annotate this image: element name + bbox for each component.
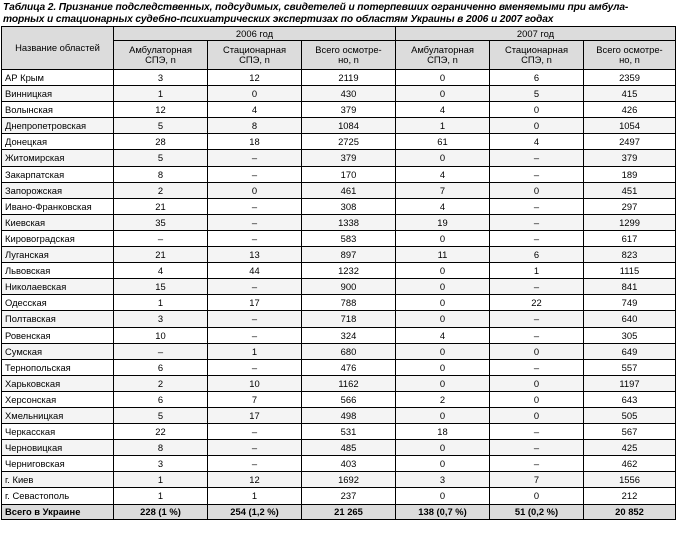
value-cell: – [490, 214, 584, 230]
table-row [2, 247, 676, 263]
value-cell: 189 [584, 166, 676, 182]
value-cell: 4 [208, 102, 302, 118]
value-cell: 0 [396, 70, 490, 86]
value-cell: – [114, 230, 208, 246]
value-cell: – [208, 327, 302, 343]
value-cell: 0 [396, 440, 490, 456]
region-name-cell: Львовская [2, 263, 114, 279]
caption-line-1: Таблица 2. Признание подследственных, подсудимых, свидетелей и потерпевших ограниченно вменяемыми при амбула- [3, 2, 629, 13]
value-cell: 2497 [584, 134, 676, 150]
value-cell: 1 [114, 488, 208, 504]
sub-header-5 [584, 41, 676, 70]
region-name-cell: Запорожская [2, 182, 114, 198]
value-cell: – [208, 166, 302, 182]
value-cell: – [490, 150, 584, 166]
value-cell: – [208, 456, 302, 472]
value-cell: 5 [114, 118, 208, 134]
region-name-cell: Ровенская [2, 327, 114, 343]
value-cell: 2 [396, 391, 490, 407]
value-cell: 2 [114, 375, 208, 391]
region-name-cell: Херсонская [2, 391, 114, 407]
value-cell: 649 [584, 343, 676, 359]
region-column-header: Название областей [2, 27, 114, 70]
value-cell: 0 [396, 343, 490, 359]
sub-header-line: СПЭ, n [239, 54, 270, 65]
table-row [2, 359, 676, 375]
region-name-cell: Хмельницкая [2, 407, 114, 423]
year-2006-header: 2006 год [114, 27, 396, 41]
value-cell: 2119 [302, 70, 396, 86]
region-name-cell: Волынская [2, 102, 114, 118]
value-cell: 680 [302, 343, 396, 359]
value-cell: 498 [302, 407, 396, 423]
value-cell: 643 [584, 391, 676, 407]
region-name-cell: Одесская [2, 295, 114, 311]
value-cell: – [490, 327, 584, 343]
value-cell: – [490, 311, 584, 327]
sub-header-0 [114, 41, 208, 70]
value-cell: 1232 [302, 263, 396, 279]
value-cell: 1 [114, 295, 208, 311]
total-value-cell: 254 (1,2 %) [208, 504, 302, 519]
value-cell: 12 [208, 70, 302, 86]
value-cell: 379 [302, 102, 396, 118]
value-cell: 2359 [584, 70, 676, 86]
value-cell: 1054 [584, 118, 676, 134]
value-cell: 11 [396, 247, 490, 263]
value-cell: 505 [584, 407, 676, 423]
sub-header-line: СПЭ, n [427, 54, 458, 65]
value-cell: 19 [396, 214, 490, 230]
sub-header-1 [208, 41, 302, 70]
region-name-cell: Днепропетровская [2, 118, 114, 134]
value-cell: 485 [302, 440, 396, 456]
value-cell: 0 [208, 86, 302, 102]
value-cell: 237 [302, 488, 396, 504]
region-name-cell: Кировоградская [2, 230, 114, 246]
total-value-cell: 138 (0,7 %) [396, 504, 490, 519]
value-cell: 61 [396, 134, 490, 150]
value-cell: 3 [396, 472, 490, 488]
region-name-cell: Николаевская [2, 279, 114, 295]
value-cell: 403 [302, 456, 396, 472]
value-cell: 0 [396, 359, 490, 375]
value-cell: – [490, 279, 584, 295]
value-cell: 7 [490, 472, 584, 488]
value-cell: 13 [208, 247, 302, 263]
value-cell: 18 [208, 134, 302, 150]
value-cell: 1 [208, 488, 302, 504]
value-cell: 0 [208, 182, 302, 198]
table-row [2, 182, 676, 198]
value-cell: – [208, 230, 302, 246]
value-cell: 900 [302, 279, 396, 295]
value-cell: 6 [114, 359, 208, 375]
value-cell: 0 [490, 407, 584, 423]
value-cell: 44 [208, 263, 302, 279]
value-cell: 17 [208, 407, 302, 423]
value-cell: 0 [396, 311, 490, 327]
value-cell: 425 [584, 440, 676, 456]
value-cell: 4 [396, 198, 490, 214]
value-cell: 1 [490, 263, 584, 279]
region-name-cell: Донецкая [2, 134, 114, 150]
value-cell: 0 [396, 456, 490, 472]
region-name-cell: Полтавская [2, 311, 114, 327]
sub-header-2 [302, 41, 396, 70]
table-row [2, 279, 676, 295]
value-cell: 0 [490, 488, 584, 504]
region-name-cell: Ивано-Франковская [2, 198, 114, 214]
value-cell: 841 [584, 279, 676, 295]
region-name-cell: г. Киев [2, 472, 114, 488]
regions-table [1, 26, 676, 520]
value-cell: 0 [396, 279, 490, 295]
value-cell: 823 [584, 247, 676, 263]
value-cell: 17 [208, 295, 302, 311]
value-cell: 7 [208, 391, 302, 407]
value-cell: – [208, 311, 302, 327]
value-cell: 305 [584, 327, 676, 343]
value-cell: – [490, 456, 584, 472]
value-cell: 617 [584, 230, 676, 246]
value-cell: 379 [584, 150, 676, 166]
value-cell: 415 [584, 86, 676, 102]
table-row [2, 118, 676, 134]
total-value-cell: 21 265 [302, 504, 396, 519]
table-row [2, 343, 676, 359]
table-row [2, 198, 676, 214]
table-row [2, 214, 676, 230]
value-cell: 2 [114, 182, 208, 198]
region-name-cell: Закарпатская [2, 166, 114, 182]
value-cell: 0 [396, 263, 490, 279]
region-name-cell: Черкасская [2, 424, 114, 440]
value-cell: 788 [302, 295, 396, 311]
value-cell: 324 [302, 327, 396, 343]
value-cell: – [114, 343, 208, 359]
value-cell: 6 [114, 391, 208, 407]
table-header [2, 27, 676, 70]
value-cell: – [208, 198, 302, 214]
value-cell: 0 [396, 407, 490, 423]
caption-line-2: торных и стационарных судебно-психиатрических экспертизах по областям Украины в 2006 и 2007 годах [3, 14, 554, 25]
value-cell: 3 [114, 311, 208, 327]
sub-header-line: Амбулаторная [129, 43, 192, 55]
table-row [2, 472, 676, 488]
value-cell: 1 [114, 86, 208, 102]
value-cell: 5 [114, 407, 208, 423]
sub-header-4 [490, 41, 584, 70]
total-value-cell: 51 (0,2 %) [490, 504, 584, 519]
region-name-cell: Луганская [2, 247, 114, 263]
value-cell: 35 [114, 214, 208, 230]
value-cell: 531 [302, 424, 396, 440]
value-cell: 5 [490, 86, 584, 102]
value-cell: 0 [396, 375, 490, 391]
value-cell: 1 [114, 472, 208, 488]
value-cell: – [490, 440, 584, 456]
value-cell: 0 [490, 391, 584, 407]
table-row [2, 295, 676, 311]
region-name-cell: Киевская [2, 214, 114, 230]
value-cell: 1299 [584, 214, 676, 230]
table-row [2, 440, 676, 456]
value-cell: – [208, 214, 302, 230]
value-cell: 1 [396, 118, 490, 134]
value-cell: – [490, 166, 584, 182]
table-caption [0, 0, 676, 26]
value-cell: 21 [114, 247, 208, 263]
sub-header-line: Всего осмотре- [596, 43, 663, 55]
value-cell: 557 [584, 359, 676, 375]
table-row [2, 424, 676, 440]
region-name-cell: АР Крым [2, 70, 114, 86]
value-cell: 426 [584, 102, 676, 118]
value-cell: 10 [114, 327, 208, 343]
value-cell: 897 [302, 247, 396, 263]
value-cell: 3 [114, 70, 208, 86]
table-row [2, 375, 676, 391]
table-row [2, 166, 676, 182]
sub-header-line: Всего осмотре- [315, 43, 382, 55]
table-row [2, 311, 676, 327]
region-name-cell: Сумская [2, 343, 114, 359]
value-cell: 8 [114, 166, 208, 182]
table-row [2, 150, 676, 166]
value-cell: 18 [396, 424, 490, 440]
table-body [2, 70, 676, 520]
value-cell: 4 [114, 263, 208, 279]
region-name-cell: Харьковская [2, 375, 114, 391]
value-cell: 567 [584, 424, 676, 440]
value-cell: 0 [490, 118, 584, 134]
value-cell: 430 [302, 86, 396, 102]
value-cell: – [208, 424, 302, 440]
value-cell: 718 [302, 311, 396, 327]
value-cell: 22 [114, 424, 208, 440]
value-cell: 1162 [302, 375, 396, 391]
value-cell: 4 [396, 327, 490, 343]
table-row [2, 488, 676, 504]
total-value-cell: 228 (1 %) [114, 504, 208, 519]
sub-header-line: Стационарная [222, 43, 287, 55]
value-cell: 4 [490, 134, 584, 150]
total-value-cell: 20 852 [584, 504, 676, 519]
value-cell: 1 [208, 343, 302, 359]
value-cell: 2725 [302, 134, 396, 150]
value-cell: 451 [584, 182, 676, 198]
region-name-cell: Черновицкая [2, 440, 114, 456]
sub-header-line: СПЭ, n [145, 54, 176, 65]
value-cell: 12 [208, 472, 302, 488]
value-cell: 15 [114, 279, 208, 295]
value-cell: 0 [396, 295, 490, 311]
table-row [2, 70, 676, 86]
value-cell: 8 [208, 118, 302, 134]
value-cell: – [208, 150, 302, 166]
value-cell: – [490, 198, 584, 214]
value-cell: – [208, 279, 302, 295]
value-cell: – [208, 440, 302, 456]
value-cell: 28 [114, 134, 208, 150]
value-cell: 170 [302, 166, 396, 182]
value-cell: 12 [114, 102, 208, 118]
value-cell: 461 [302, 182, 396, 198]
table-row [2, 456, 676, 472]
table-row [2, 102, 676, 118]
table-row [2, 134, 676, 150]
value-cell: 212 [584, 488, 676, 504]
value-cell: 4 [396, 102, 490, 118]
region-name-cell: Тернопольская [2, 359, 114, 375]
value-cell: – [208, 359, 302, 375]
region-name-cell: г. Севастополь [2, 488, 114, 504]
value-cell: 5 [114, 150, 208, 166]
value-cell: – [490, 359, 584, 375]
value-cell: 3 [114, 456, 208, 472]
value-cell: 1556 [584, 472, 676, 488]
value-cell: 1115 [584, 263, 676, 279]
value-cell: 640 [584, 311, 676, 327]
sub-header-3 [396, 41, 490, 70]
value-cell: 749 [584, 295, 676, 311]
value-cell: 4 [396, 166, 490, 182]
sub-header-line: но, n [338, 54, 359, 65]
region-name-cell: Житомирская [2, 150, 114, 166]
value-cell: 0 [490, 375, 584, 391]
sub-header-line: Амбулаторная [411, 43, 474, 55]
sub-header-line: Стационарная [504, 43, 569, 55]
total-label-cell: Всего в Украине [2, 504, 114, 519]
value-cell: 566 [302, 391, 396, 407]
value-cell: 8 [114, 440, 208, 456]
sub-header-line: но, n [619, 54, 640, 65]
total-row [2, 504, 676, 519]
value-cell: 0 [490, 182, 584, 198]
year-2007-header: 2007 год [396, 27, 676, 41]
table-row [2, 263, 676, 279]
value-cell: 0 [490, 343, 584, 359]
value-cell: 308 [302, 198, 396, 214]
value-cell: 1084 [302, 118, 396, 134]
value-cell: 6 [490, 70, 584, 86]
table-row [2, 407, 676, 423]
value-cell: 379 [302, 150, 396, 166]
region-name-cell: Винницкая [2, 86, 114, 102]
table-row [2, 86, 676, 102]
table-row [2, 230, 676, 246]
value-cell: 476 [302, 359, 396, 375]
sub-header-line: СПЭ, n [521, 54, 552, 65]
value-cell: 462 [584, 456, 676, 472]
value-cell: 22 [490, 295, 584, 311]
value-cell: 0 [490, 102, 584, 118]
value-cell: 21 [114, 198, 208, 214]
table-row [2, 391, 676, 407]
value-cell: 583 [302, 230, 396, 246]
value-cell: – [490, 424, 584, 440]
value-cell: 0 [396, 150, 490, 166]
value-cell: 0 [396, 86, 490, 102]
value-cell: 7 [396, 182, 490, 198]
value-cell: 6 [490, 247, 584, 263]
value-cell: 1338 [302, 214, 396, 230]
value-cell: – [490, 230, 584, 246]
value-cell: 0 [396, 230, 490, 246]
value-cell: 1692 [302, 472, 396, 488]
value-cell: 10 [208, 375, 302, 391]
region-name-cell: Черниговская [2, 456, 114, 472]
value-cell: 0 [396, 488, 490, 504]
table-row [2, 327, 676, 343]
value-cell: 1197 [584, 375, 676, 391]
value-cell: 297 [584, 198, 676, 214]
